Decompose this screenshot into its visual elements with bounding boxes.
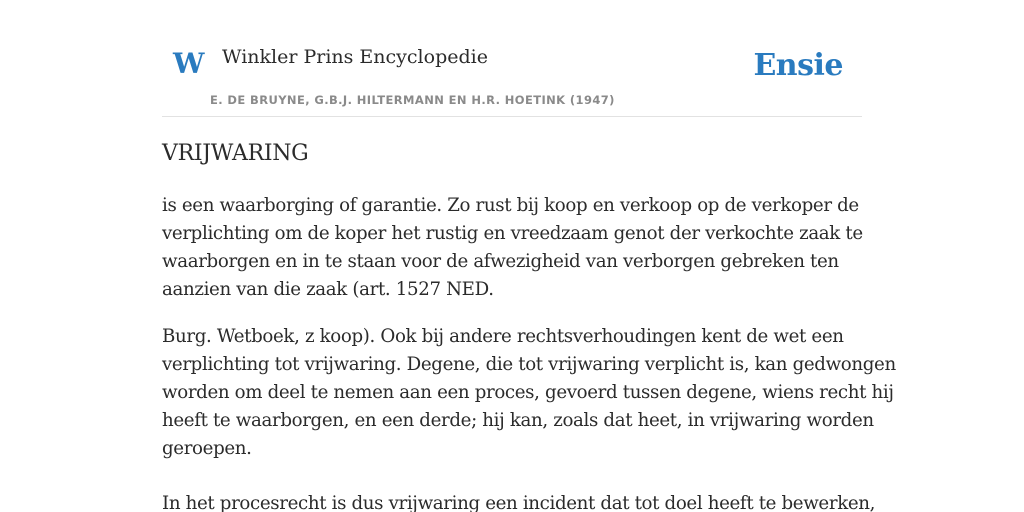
publication-title[interactable]: Winkler Prins Encyclopedie xyxy=(222,46,488,68)
text-line: waarborgen en in te staan voor de afwezigheid van verborgen gebreken ten xyxy=(162,251,839,272)
text-line: Burg. Wetboek, z koop). Ook bij andere rechtsverhoudingen kent de wet een xyxy=(162,326,844,347)
text-line: worden om deel te nemen aan een proces, gevoerd tussen degene, wiens recht hij xyxy=(162,382,894,403)
text-line: is een waarborging of garantie. Zo rust bij koop en verkoop op de verkoper de xyxy=(162,195,859,216)
text-line: geroepen. xyxy=(162,438,252,459)
text-line: In het procesrecht is dus vrijwaring een incident dat tot doel heeft te bewerken, xyxy=(162,493,876,512)
text-line: aanzien van die zaak (art. 1527 NED. xyxy=(162,279,494,300)
publication-header xyxy=(162,0,862,117)
text-line: heeft te waarborgen, en een derde; hij kan, zoals dat heet, in vrijwaring worden xyxy=(162,410,874,431)
publication-authors: E. DE BRUYNE, G.B.J. HILTERMANN EN H.R. HOETINK (1947) xyxy=(210,93,615,107)
text-line: verplichting om de koper het rustig en vreedzaam genot der verkochte zaak te xyxy=(162,223,863,244)
text-line: verplichting tot vrijwaring. Degene, die tot vrijwaring verplicht is, kan gedwongen xyxy=(162,354,896,375)
ensie-brand-logo[interactable]: Ensie xyxy=(753,48,843,83)
paragraph xyxy=(162,323,896,463)
entry-title: VRIJWARING xyxy=(162,141,309,166)
paragraph xyxy=(162,192,863,304)
publication-logo[interactable]: W xyxy=(173,47,205,80)
paragraph xyxy=(162,490,875,512)
